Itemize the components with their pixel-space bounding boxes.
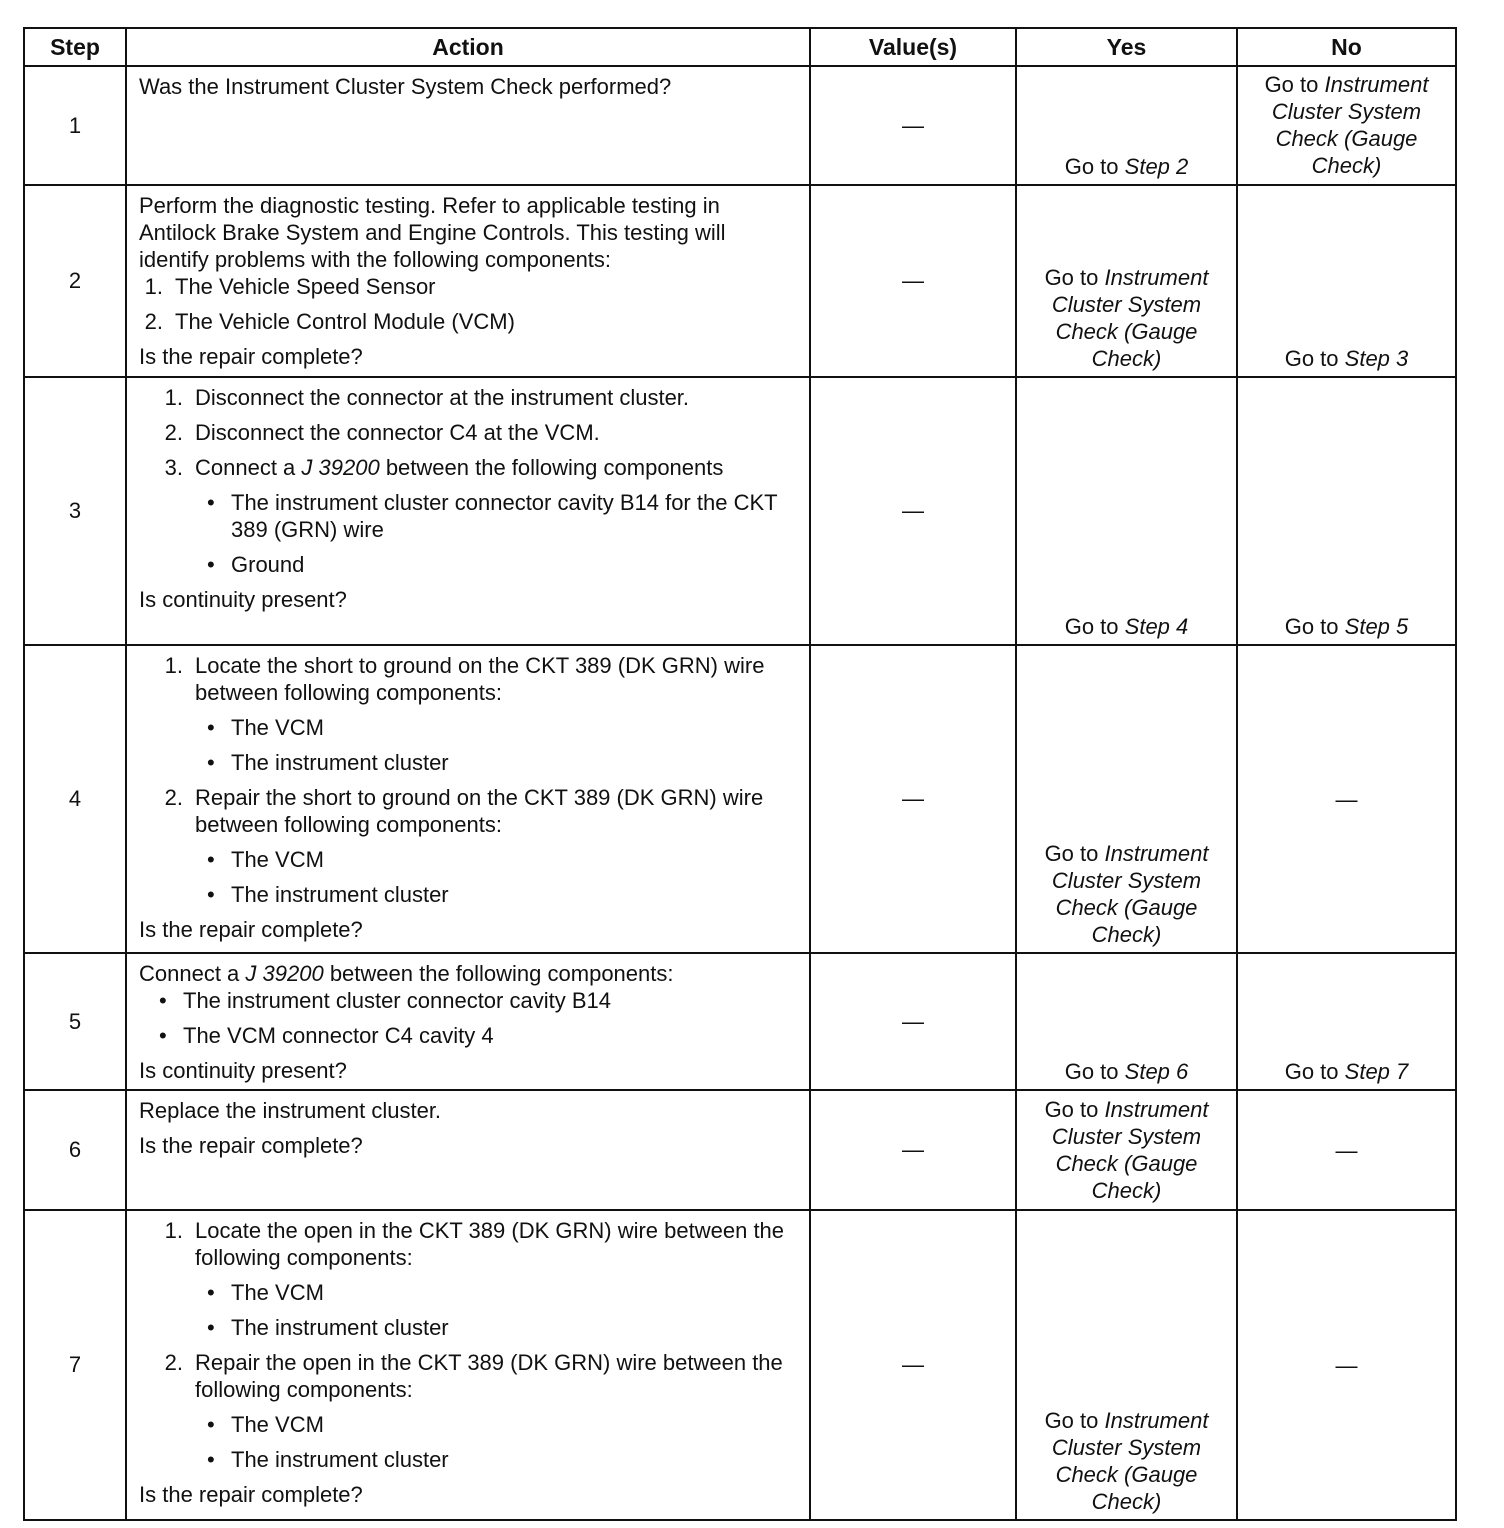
go-to-text: Go to (1044, 265, 1099, 290)
value-cell: — (810, 185, 1016, 377)
bullet-item: • The VCM (207, 847, 324, 872)
question-text: Is the repair complete? (139, 344, 363, 369)
yes-cell (1016, 953, 1237, 1090)
list-item: 3. Connect a J 39200 between the following components (164, 455, 724, 480)
header-no: No (1237, 28, 1456, 66)
action-cell (126, 66, 810, 185)
no-cell (1237, 377, 1456, 645)
question-text: Is continuity present? (139, 1058, 347, 1083)
bullet-item: • The instrument cluster connector cavity B14 (159, 988, 611, 1013)
tool-name: J 39200 (245, 961, 324, 986)
go-to-text: Go to (1044, 841, 1099, 866)
table-row (24, 953, 1456, 1090)
go-to-text: Go to (1064, 154, 1119, 179)
bullet-item: • The instrument cluster (207, 1315, 449, 1340)
question-text: Is continuity present? (139, 587, 347, 612)
intro-text: Perform the diagnostic testing. Refer to applicable testing in Antilock Brake System and Engine Controls. This testing will identify problems with the following components: (139, 193, 726, 272)
list-item: 1. The Vehicle Speed Sensor (144, 274, 436, 299)
no-cell (1237, 185, 1456, 377)
go-to-text: Go to (1064, 1059, 1119, 1084)
action-cell (126, 1210, 810, 1520)
go-to-text: Go to (1284, 614, 1339, 639)
bullet-item: • The VCM (207, 715, 324, 740)
action-cell (126, 645, 810, 953)
yes-cell (1016, 1210, 1237, 1520)
list-item: 2. The Vehicle Control Module (VCM) (144, 309, 515, 334)
go-to-text: Go to (1284, 346, 1339, 371)
diagnostic-table (23, 27, 1457, 1521)
list-item: 2. Disconnect the connector C4 at the VCM. (164, 420, 600, 445)
bullet-item: • The instrument cluster (207, 750, 449, 775)
question-text: Is the repair complete? (139, 1482, 363, 1507)
table-row (24, 185, 1456, 377)
action-cell (126, 185, 810, 377)
yes-target-link[interactable]: Step 6 (1124, 1059, 1189, 1084)
bullet-item: • The instrument cluster (207, 882, 449, 907)
table-row (24, 66, 1456, 185)
table-row (24, 1090, 1456, 1210)
header-action: Action (126, 28, 810, 66)
list-item: 1. Locate the open in the CKT 389 (DK GRN) wire between the following components: (164, 1218, 785, 1270)
bullet-item: • The instrument cluster (207, 1447, 449, 1472)
question-text: Is the repair complete? (139, 1133, 363, 1158)
yes-target-link[interactable]: Step 2 (1124, 154, 1189, 179)
yes-target-link[interactable]: Instrument Cluster System Check (Gauge Check) (1051, 265, 1209, 371)
go-to-text: Go to (1264, 72, 1319, 97)
yes-cell (1016, 185, 1237, 377)
header-step: Step (24, 28, 126, 66)
yes-target-link[interactable]: Instrument Cluster System Check (Gauge Check) (1051, 841, 1209, 947)
step-number: 5 (24, 953, 126, 1090)
yes-cell (1016, 645, 1237, 953)
step-number: 4 (24, 645, 126, 953)
table-row (24, 1210, 1456, 1520)
no-cell: — (1237, 645, 1456, 953)
no-cell: — (1237, 1090, 1456, 1210)
bullet-item: • The VCM connector C4 cavity 4 (159, 1023, 494, 1048)
list-item: 2. Repair the open in the CKT 389 (DK GRN) wire between the following components: (164, 1350, 783, 1402)
no-target-link[interactable]: Step 7 (1344, 1059, 1409, 1084)
bullet-item: • The instrument cluster connector cavity B14 for the CKT 389 (GRN) wire (207, 490, 778, 542)
question-text: Was the Instrument Cluster System Check performed? (139, 74, 672, 99)
header-row (24, 28, 1456, 66)
yes-target-link[interactable]: Instrument Cluster System Check (Gauge Check) (1051, 1097, 1209, 1203)
yes-cell (1016, 66, 1237, 185)
bullet-item: • The VCM (207, 1280, 324, 1305)
list-item: 1. Disconnect the connector at the instrument cluster. (164, 385, 690, 410)
value-cell: — (810, 1210, 1016, 1520)
value-cell: — (810, 645, 1016, 953)
yes-cell (1016, 377, 1237, 645)
step-number: 7 (24, 1210, 126, 1520)
intro-text: Connect a J 39200 between the following components: (139, 961, 674, 986)
no-cell: — (1237, 1210, 1456, 1520)
yes-cell (1016, 1090, 1237, 1210)
no-cell (1237, 953, 1456, 1090)
go-to-text: Go to (1044, 1408, 1099, 1433)
list-item: 2. Repair the short to ground on the CKT 389 (DK GRN) wire between following components: (164, 785, 764, 837)
value-cell: — (810, 377, 1016, 645)
step-number: 6 (24, 1090, 126, 1210)
no-target-link[interactable]: Step 3 (1344, 346, 1409, 371)
tool-name: J 39200 (301, 455, 380, 480)
yes-target-link[interactable]: Instrument Cluster System Check (Gauge Check) (1051, 1408, 1209, 1514)
bullet-item: • Ground (207, 552, 305, 577)
value-cell: — (810, 66, 1016, 185)
go-to-text: Go to (1044, 1097, 1099, 1122)
yes-target-link[interactable]: Step 4 (1124, 614, 1189, 639)
no-target-link[interactable]: Step 5 (1344, 614, 1409, 639)
header-values: Value(s) (810, 28, 1016, 66)
step-number: 3 (24, 377, 126, 645)
value-cell: — (810, 1090, 1016, 1210)
step-number: 1 (24, 66, 126, 185)
question-text: Is the repair complete? (139, 917, 363, 942)
no-target-link[interactable]: Instrument Cluster System Check (Gauge Check) (1271, 72, 1429, 178)
list-item: 1. Locate the short to ground on the CKT 389 (DK GRN) wire between following components: (164, 653, 765, 705)
value-cell: — (810, 953, 1016, 1090)
table-row (24, 377, 1456, 645)
go-to-text: Go to (1064, 614, 1119, 639)
action-cell (126, 377, 810, 645)
action-cell (126, 953, 810, 1090)
header-yes: Yes (1016, 28, 1237, 66)
go-to-text: Go to (1284, 1059, 1339, 1084)
action-cell (126, 1090, 810, 1210)
action-text: Replace the instrument cluster. (139, 1098, 442, 1123)
no-cell (1237, 66, 1456, 185)
step-number: 2 (24, 185, 126, 377)
bullet-item: • The VCM (207, 1412, 324, 1437)
table-row (24, 645, 1456, 953)
